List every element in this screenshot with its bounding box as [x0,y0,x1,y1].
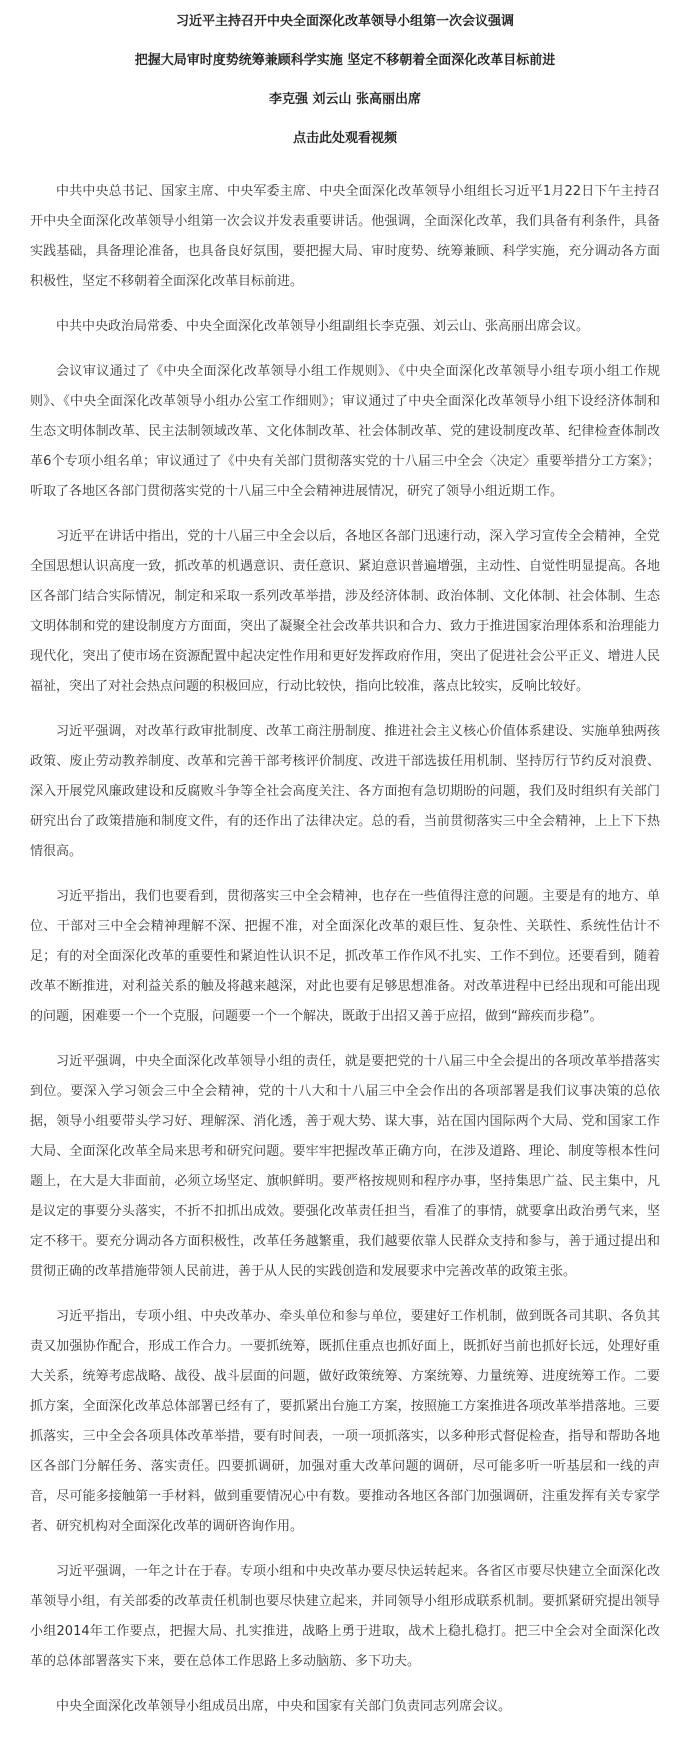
paragraph-1: 中共中央总书记、国家主席、中央军委主席、中央全面深化改革领导小组组长习近平1月22日下午主持召开中央全面深化改革领导小组第一次会议并发表重要讲话。他强调，全面深化改革，我们具备有利条件，具备实践基础，具备理论准备，也具备良好氛围，要把握大局、审时度势、统筹兼顾、科学实施，充分调动各方面积极性，坚定不移朝着全面深化改革目标前进。 [30,184,660,289]
paragraph-6: 习近平指出，我们也要看到，贯彻落实三中全会精神，也存在一些值得注意的问题。主要是有的地方、单位、干部对三中全会精神理解不深、把握不准，对全面深化改革的艰巨性、复杂性、关联性、系统性估计不足；有的对全面深化改革的重要性和紧迫性认识不足，抓改革工作作风不扎实、工作不到位。还要看到，随着改革不断推进，对利益关系的触及将越来越深，对此也要有足够思想准备。对改革进程中已经出现和可能出现的问题，困难要一个一个克服，问题要一个一个解决，既敢于出招又善于应招，做到“蹄疾而步稳”。 [30,889,660,1024]
paragraph-4: 习近平在讲话中指出，党的十八届三中全会以后，各地区各部门迅速行动，深入学习宣传全会精神，全党全国思想认识高度一致，抓改革的机遇意识、责任意识、紧迫意识普遍增强，主动性、自觉性明显提高。各地区各部门结合实际情况，制定和采取一系列改革举措，涉及经济体制、政治体制、文化体制、社会体制、生态文明体制和党的建设制度方方面面，突出了凝聚全社会改革共识和合力、致力于推进国家治理体系和治理能力现代化，突出了使市场在资源配置中起决定性作用和更好发挥政府作用，突出了促进社会公平正义、增进人民福祉，突出了对社会热点问题的积极回应，行动比较快，指向比较准，落点比较实，反响比较好。 [30,529,660,694]
paragraph-9: 习近平强调，一年之计在于春。专项小组和中央改革办要尽快运转起来。各省区市要尽快建立全面深化改革领导小组，有关部委的改革责任机制也要尽快建立起来，并同领导小组形成联系机制。要抓紧研究提出领导小组2014年工作要点，把握大局、扎实推进，战略上勇于进取，战术上稳扎稳打。把三中全会对全面深化改革的总体部署落实下来，要在总体工作思路上多动脑筋、多下功夫。 [30,1564,660,1669]
paragraph-5: 习近平强调，对改革行政审批制度、改革工商注册制度、推进社会主义核心价值体系建设、实施单独两孩政策、废止劳动教养制度、改革和完善干部考核评价制度、改进干部选拔任用机制、坚持厉行节约反对浪费、深入开展党风廉政建设和反腐败斗争等全社会高度关注、各方面抱有急切期盼的问题，我们及时组织有关部门研究出台了政策措施和制度文件，有的还作出了法律决定。总的看，当前贯彻落实三中全会精神，上上下下热情很高。 [30,724,660,859]
watch-video-link[interactable]: 点击此处观看视频 [292,131,397,146]
article-title: 习近平主持召开中央全面深化改革领导小组第一次会议强调 [175,14,514,29]
article-body [30,177,660,1722]
paragraph-8: 习近平指出，专项小组、中央改革办、牵头单位和参与单位，要建好工作机制，做到既各司其职、各负其责又加强协作配合，形成工作合力。一要抓统筹，既抓住重点也抓好面上，既抓好当前也抓好长远，处理好重大关系，统筹考虑战略、战役、战斗层面的问题，做好政策统筹、方案统筹、力量统筹、进度统筹工作。二要抓方案，全面深化改革总体部署已经有了，要抓紧出台施工方案，按照施工方案推进各项改革举措落地。三要抓落实，三中全会各项具体改革举措，要有时间表，一项一项抓落实，以多种形式督促检查，指导和帮助各地区各部门分解任务、落实责任。四要抓调研，加强对重大改革问题的调研，尽可能多听一听基层和一线的声音，尽可能多接触第一手材料，做到重要情况心中有数。要推动各地区各部门加强调研，注重发挥有关专家学者、研究机构对全面深化改革的调研咨询作用。 [30,1309,660,1534]
attendees-headline: 李克强 刘云山 张高丽出席 [268,92,422,107]
article-subtitle: 把握大局审时度势统筹兼顾科学实施 坚定不移朝着全面深化改革目标前进 [134,53,556,68]
paragraph-3: 会议审议通过了《中央全面深化改革领导小组工作规则》、《中央全面深化改革领导小组专项小组工作规则》、《中央全面深化改革领导小组办公室工作细则》；审议通过了中央全面深化改革领导小组下设经济体制和生态文明体制改革、民主法制领域改革、文化体制改革、社会体制改革、党的建设制度改革、纪律检查体制改革6个专项小组名单；审议通过了《中央有关部门贯彻落实党的十八届三中全会〈决定〉重要举措分工方案》；听取了各地区各部门贯彻落实党的十八届三中全会精神进展情况，研究了领导小组近期工作。 [30,364,660,499]
paragraph-7: 习近平强调，中央全面深化改革领导小组的责任，就是要把党的十八届三中全会提出的各项改革举措落实到位。要深入学习领会三中全会精神，党的十八大和十八届三中全会作出的各项部署是我们议事决策的总依据，领导小组要带头学习好、理解深、消化透，善于观大势、谋大事，站在国内国际两个大局、党和国家工作大局、全面深化改革全局来思考和研究问题。要牢牢把握改革正确方向，在涉及道路、理论、制度等根本性问题上，在大是大非面前，必须立场坚定、旗帜鲜明。要严格按规则和程序办事，坚持集思广益、民主集中，凡是议定的事要分头落实，不折不扣抓出成效。要强化改革责任担当，看准了的事情，就要拿出政治勇气来，坚定不移干。要充分调动各方面积极性，改革任务越繁重，我们越要依靠人民群众支持和参与，善于通过提出和贯彻正确的改革措施带领人民前进，善于从人民的实践创造和发展要求中完善改革的政策主张。 [30,1054,660,1279]
paragraph-10: 中央全面深化改革领导小组成员出席，中央和国家有关部门负责同志列席会议。 [56,1699,512,1714]
paragraph-2: 中共中央政治局常委、中央全面深化改革领导小组副组长李克强、刘云山、张高丽出席会议。 [56,319,590,334]
